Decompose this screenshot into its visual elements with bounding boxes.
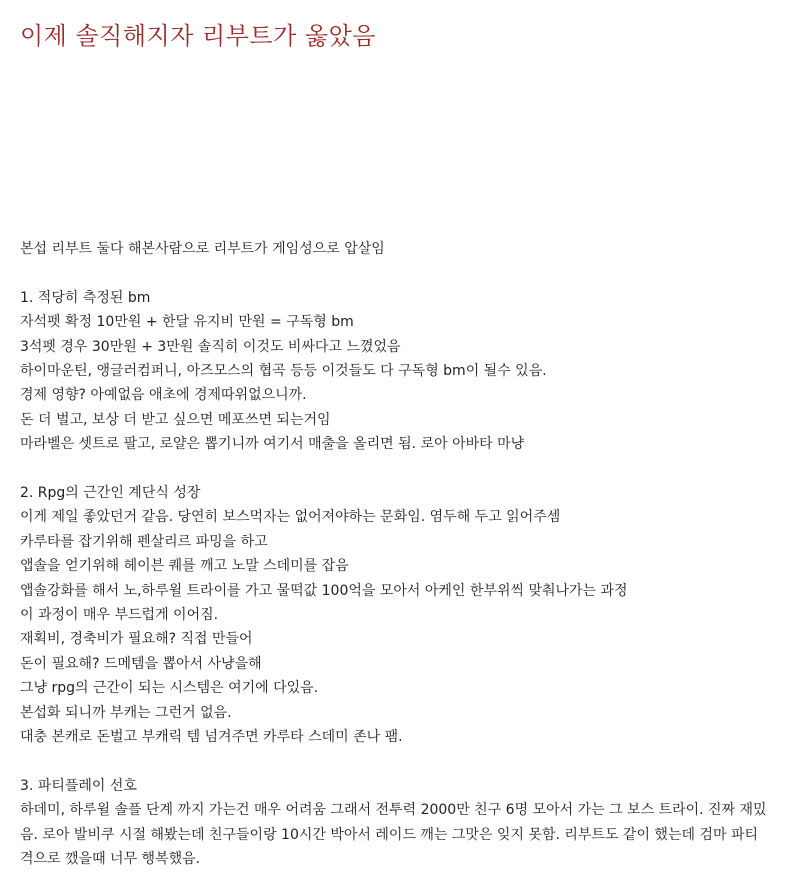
section-2-line: 본섭화 되니까 부캐는 그런거 없음. — [20, 704, 232, 721]
section-2-line: 재획비, 경축비가 필요해? 직접 만들어 — [20, 631, 253, 648]
section-1-line: 돈 더 벌고, 보상 더 받고 싶으면 메포쓰면 되는거임 — [20, 411, 331, 428]
section-3-paragraph: 하데미, 하루윌 솔플 단계 까지 가는건 매우 어려움 그래서 전투력 2000만 친구 6명 모아서 가는 그 보스 트라이. 진짜 재밌음. 로아 발비쿠 시절 해봤는데 친구들이랑 10시간 박아서 레이드 깨는 그맛은 잊지 못함. 리부트도 같이 했는데 검마 파티격으로 깼을때 너무 행복했음. — [20, 802, 767, 868]
section-1-line: 자석펫 확정 10만원 + 한달 유지비 만원 = 구독형 bm — [20, 314, 354, 331]
spacer — [20, 261, 770, 285]
section-2-line: 돈이 필요해? 드메템을 뽑아서 사냥을해 — [20, 655, 262, 672]
section-1-line: 하이마운틴, 앵글러컴퍼니, 아즈모스의 협곡 등등 이것들도 다 구독형 bm이 될수 있음. — [20, 363, 547, 380]
post-body — [20, 237, 770, 872]
section-2-line: 대충 본캐로 돈벌고 부캐릭 템 넘겨주면 카루타 스데미 존나 팸. — [20, 729, 403, 746]
section-2-line: 앱솔을 얻기위해 헤이븐 퀘를 깨고 노말 스데미를 잡음 — [20, 558, 349, 575]
section-2-line: 이 과정이 매우 부드럽게 이어짐. — [20, 607, 219, 624]
section-1-line: 경제 영향? 아예없음 애초에 경제따위없으니까. — [20, 387, 307, 404]
post-title: 이제 솔직해지자 리부트가 옳았음 — [20, 22, 376, 50]
section-1-line: 마라벨은 셋트로 팔고, 로얄은 뽑기니까 여기서 매출을 올리면 됨. 로아 아바타 마냥 — [20, 436, 525, 453]
spacer — [20, 457, 770, 481]
intro-text: 본섭 리부트 둘다 해본사람으로 리부트가 게임성으로 압살임 — [20, 241, 385, 257]
section-2-line: 앱솔강화를 해서 노,하루윌 트라이를 가고 물떡값 100억을 모아서 아케인 한부위씩 맞춰나가는 과정 — [20, 582, 628, 599]
section-1-heading: 1. 적당히 측정된 bm — [20, 289, 151, 306]
spacer — [20, 750, 770, 774]
section-3-heading: 3. 파티플레이 선호 — [20, 777, 137, 794]
section-1-line: 3석펫 경우 30만원 + 3만원 솔직히 이것도 비싸다고 느꼈었음 — [20, 338, 401, 355]
section-2-line: 카루타를 잡기위해 펜살리르 파밍을 하고 — [20, 533, 268, 550]
section-2-line: 이게 제일 좋았던거 같음. 당연히 보스먹자는 없어져야하는 문화임. 염두해 두고 읽어주셈 — [20, 509, 561, 526]
section-2-line: 그냥 rpg의 근간이 되는 시스템은 여기에 다있음. — [20, 680, 319, 697]
section-2-heading: 2. Rpg의 근간인 계단식 성장 — [20, 485, 201, 502]
